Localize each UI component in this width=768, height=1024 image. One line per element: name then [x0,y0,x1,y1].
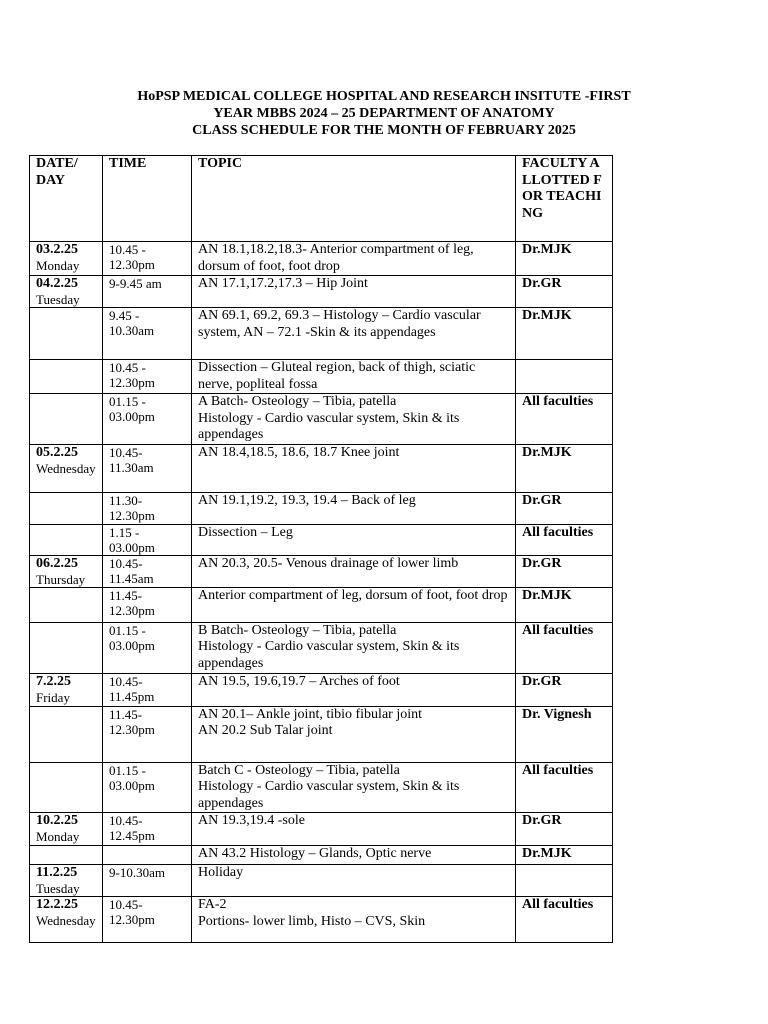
table-row [30,524,613,555]
date-cell [30,673,103,706]
topic-text-secondary: Portions- lower limb, Histo – CVS, Skin [198,913,426,929]
topic-text: B Batch- Osteology – Tibia, patella [198,622,397,638]
header-faculty: FACULTY ALLOTTED FOR TEACHING [516,156,613,242]
time-text: 10.45- 11.45pm [109,673,155,704]
document-title [60,88,708,139]
table-row [30,444,613,492]
day-text: Wednesday [36,913,96,928]
table-row [30,242,613,276]
faculty-cell [516,846,613,865]
table-row [30,706,613,762]
time-cell [103,394,192,445]
topic-cell [192,762,516,813]
topic-cell [192,555,516,587]
topic-text: Dissection – Leg [198,524,293,540]
topic-text-secondary: Histology - Cardio vascular system, Skin & its appendages [198,639,460,671]
date-cell [30,813,103,846]
faculty-text: Dr.MJK [522,444,572,460]
time-text: 10.45- 11.30am [109,444,154,475]
time-cell [103,762,192,813]
faculty-text: All faculties [522,622,594,638]
date-cell [30,360,103,394]
faculty-text: Dr.MJK [522,308,572,323]
date-cell [30,276,103,308]
header-topic: TOPIC [192,156,516,242]
faculty-text: All faculties [522,524,594,540]
date-cell [30,846,103,865]
topic-text: A Batch- Osteology – Tibia, patella [198,394,397,409]
topic-cell [192,394,516,445]
faculty-cell [516,706,613,762]
table-row [30,394,613,445]
topic-cell [192,813,516,846]
time-cell [103,706,192,762]
date-cell [30,308,103,360]
title-line-1: HoPSP MEDICAL COLLEGE HOSPITAL AND RESEARCH INSITUTE -FIRST [137,89,631,104]
faculty-cell [516,555,613,587]
table-row [30,897,613,943]
time-text: 1.15 - 03.00pm [109,524,155,555]
faculty-text: Dr. Vignesh [522,706,592,722]
table-header-row [30,156,613,242]
date-text: 03.2.25 [36,242,78,257]
faculty-text: Dr.GR [522,813,562,828]
time-cell [103,865,192,897]
time-text: 10.45 - 12.30pm [109,360,155,390]
topic-cell [192,673,516,706]
time-cell [103,242,192,276]
faculty-cell [516,622,613,673]
topic-text-secondary: AN 20.2 Sub Talar joint [198,723,333,738]
time-cell [103,587,192,622]
topic-text: AN 20.3, 20.5- Venous drainage of lower limb [198,555,459,571]
date-cell [30,587,103,622]
faculty-cell [516,242,613,276]
topic-text: Holiday [198,865,244,880]
table-row [30,762,613,813]
time-text: 10.45- 12.45pm [109,813,155,843]
date-cell [30,555,103,587]
topic-cell [192,897,516,943]
time-text: 9-10.30am [109,865,165,880]
time-cell [103,360,192,394]
topic-cell [192,492,516,524]
topic-cell [192,276,516,308]
table-row [30,308,613,360]
topic-text: AN 43.2 Histology – Glands, Optic nerve [198,846,432,861]
time-cell [103,276,192,308]
topic-cell [192,242,516,276]
table-row [30,492,613,524]
topic-cell [192,622,516,673]
faculty-cell [516,897,613,943]
day-text: Wednesday [36,460,96,476]
faculty-text: All faculties [522,897,594,912]
date-text: 11.2.25 [36,865,78,880]
time-cell [103,308,192,360]
time-text: 11.45- 12.30pm [109,706,155,737]
date-cell [30,762,103,813]
time-text: 11.45- 12.30pm [109,587,155,618]
table-row [30,865,613,897]
table-row [30,587,613,622]
faculty-cell [516,865,613,897]
title-line-3: CLASS SCHEDULE FOR THE MONTH OF FEBRUARY 2025 [192,123,576,138]
faculty-cell [516,762,613,813]
time-text: 10.45- 11.45am [109,555,154,586]
header-time: TIME [103,156,192,242]
faculty-cell [516,587,613,622]
day-text: Friday [36,689,70,705]
faculty-cell [516,444,613,492]
table-row [30,360,613,394]
topic-cell [192,524,516,555]
time-cell [103,846,192,865]
topic-text: AN 19.3,19.4 -sole [198,813,305,828]
time-text: 11.30- 12.30pm [109,492,155,523]
topic-text-secondary: Histology - Cardio vascular system, Skin & its appendages [198,410,460,442]
class-schedule-table [29,155,613,943]
time-text: 01.15 - 03.00pm [109,762,155,793]
topic-text: Anterior compartment of leg, dorsum of foot, foot drop [198,587,508,603]
table-row [30,673,613,706]
topic-text: Batch C - Osteology – Tibia, patella [198,762,400,778]
faculty-text: Dr.MJK [522,242,572,257]
date-cell [30,865,103,897]
date-text: 12.2.25 [36,897,78,912]
topic-text: AN 19.5, 19.6,19.7 – Arches of foot [198,673,400,689]
time-text: 9-9.45 am [109,276,162,291]
faculty-text: Dr.MJK [522,587,572,603]
table-row [30,276,613,308]
time-text: 01.15 - 03.00pm [109,394,155,424]
topic-text: AN 69.1, 69.2, 69.3 – Histology – Cardio vascular system, AN – 72.1 -Skin & its appendages [198,308,481,340]
date-text: 05.2.25 [36,444,78,460]
topic-text: FA-2 [198,897,227,912]
date-cell [30,524,103,555]
time-text: 10.45- 12.30pm [109,897,155,927]
day-text: Tuesday [36,881,80,896]
date-text: 10.2.25 [36,813,78,828]
date-cell [30,897,103,943]
time-cell [103,622,192,673]
faculty-text: Dr.GR [522,492,562,508]
topic-cell [192,308,516,360]
day-text: Tuesday [36,292,80,307]
table-body [30,242,613,943]
date-cell [30,394,103,445]
date-cell [30,492,103,524]
faculty-cell [516,394,613,445]
header-date-day: DATE/ DAY [30,156,103,242]
topic-text: Dissection – Gluteal region, back of thigh, sciatic nerve, popliteal fossa [198,360,476,392]
table-row [30,846,613,865]
topic-cell [192,865,516,897]
topic-text: AN 20.1– Ankle joint, tibio fibular joint [198,706,422,722]
faculty-text: Dr.MJK [522,846,572,861]
faculty-text: All faculties [522,394,594,409]
date-cell [30,706,103,762]
table-row [30,622,613,673]
date-text: 06.2.25 [36,555,78,571]
faculty-cell [516,524,613,555]
date-cell [30,444,103,492]
faculty-text: Dr.GR [522,555,562,571]
faculty-text: Dr.GR [522,673,562,689]
time-cell [103,897,192,943]
topic-cell [192,444,516,492]
table-row [30,813,613,846]
faculty-cell [516,673,613,706]
time-cell [103,524,192,555]
topic-text: AN 18.1,18.2,18.3- Anterior compartment of leg, dorsum of foot, foot drop [198,242,474,274]
topic-cell [192,587,516,622]
date-cell [30,242,103,276]
day-text: Thursday [36,571,86,587]
time-cell [103,673,192,706]
faculty-text: All faculties [522,762,594,778]
topic-text: AN 17.1,17.2,17.3 – Hip Joint [198,276,368,291]
time-text: 9.45 - 10.30am [109,308,155,338]
time-text: 01.15 - 03.00pm [109,622,155,653]
faculty-cell [516,276,613,308]
faculty-cell [516,308,613,360]
faculty-cell [516,813,613,846]
date-text: 7.2.25 [36,673,71,689]
table-row [30,555,613,587]
date-text: 04.2.25 [36,276,78,291]
day-text: Monday [36,829,80,844]
title-line-2: YEAR MBBS 2024 – 25 DEPARTMENT OF ANATOMY [213,106,555,121]
topic-text-secondary: Histology - Cardio vascular system, Skin & its appendages [198,779,460,811]
topic-text: AN 19.1,19.2, 19.3, 19.4 – Back of leg [198,492,416,508]
topic-cell [192,846,516,865]
topic-cell [192,360,516,394]
faculty-cell [516,492,613,524]
topic-cell [192,706,516,762]
time-text: 10.45 - 12.30pm [109,242,155,272]
faculty-cell [516,360,613,394]
day-text: Monday [36,258,80,273]
time-cell [103,492,192,524]
time-cell [103,444,192,492]
time-cell [103,813,192,846]
faculty-text: Dr.GR [522,276,562,291]
date-cell [30,622,103,673]
time-cell [103,555,192,587]
topic-text: AN 18.4,18.5, 18.6, 18.7 Knee joint [198,444,400,460]
